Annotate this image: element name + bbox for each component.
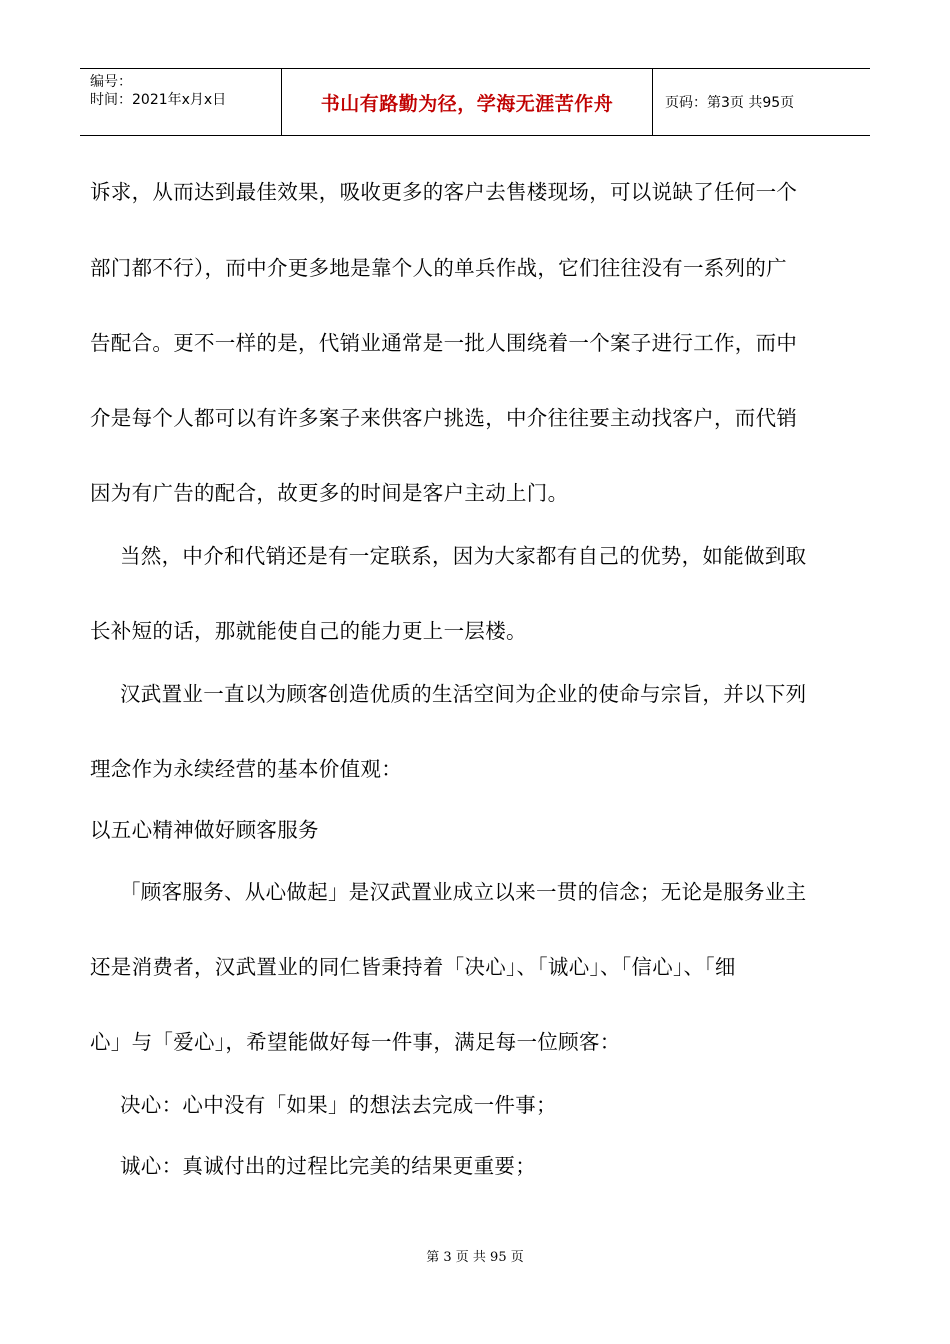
body-line: 理念作为永续经营的基本价值观： <box>90 757 402 781</box>
number-label: 编号： <box>90 74 132 90</box>
header-meta <box>80 69 282 135</box>
body-line: 介是每个人都可以有许多案子来供客户挑选，中介往往要主动找客户，而代销 <box>90 406 798 430</box>
page-header <box>80 68 870 136</box>
section-heading: 以五心精神做好顾客服务 <box>90 818 319 842</box>
list-item: 诚心：真诚付出的过程比完美的结果更重要； <box>120 1154 536 1178</box>
body-line: 部门都不行），而中介更多地是靠个人的单兵作战，它们往往没有一系列的广 <box>90 256 787 280</box>
header-motto: 书山有路勤为径，学海无涯苦作舟 <box>282 69 653 135</box>
body-line: 还是消费者，汉武置业的同仁皆秉持着「决心」、「诚心」、「信心」、「细 <box>90 955 736 979</box>
paragraph-first-line: 汉武置业一直以为顾客创造优质的生活空间为企业的使命与宗旨，并以下列 <box>120 682 807 706</box>
body-line: 因为有广告的配合，故更多的时间是客户主动上门。 <box>90 481 569 505</box>
header-page-info: 页码：第3页 共95页 <box>665 95 795 111</box>
body-line: 长补短的话，那就能使自己的能力更上一层楼。 <box>90 619 527 643</box>
body-line: 诉求，从而达到最佳效果，吸收更多的客户去售楼现场，可以说缺了任何一个 <box>90 180 798 204</box>
date-label: 时间：2021年x月x日 <box>90 92 227 108</box>
page-footer: 第 3 页 共 95 页 <box>426 1250 524 1265</box>
paragraph-first-line: 当然，中介和代销还是有一定联系，因为大家都有自己的优势，如能做到取 <box>120 544 807 568</box>
list-item: 决心：心中没有「如果」的想法去完成一件事； <box>120 1093 557 1117</box>
paragraph-first-line: 「顾客服务、从心做起」是汉武置业成立以来一贯的信念；无论是服务业主 <box>120 880 807 904</box>
body-line: 心」与「爱心」，希望能做好每一件事，满足每一位顾客： <box>90 1030 621 1054</box>
body-line: 告配合。更不一样的是，代销业通常是一批人围绕着一个案子进行工作，而中 <box>90 331 798 355</box>
